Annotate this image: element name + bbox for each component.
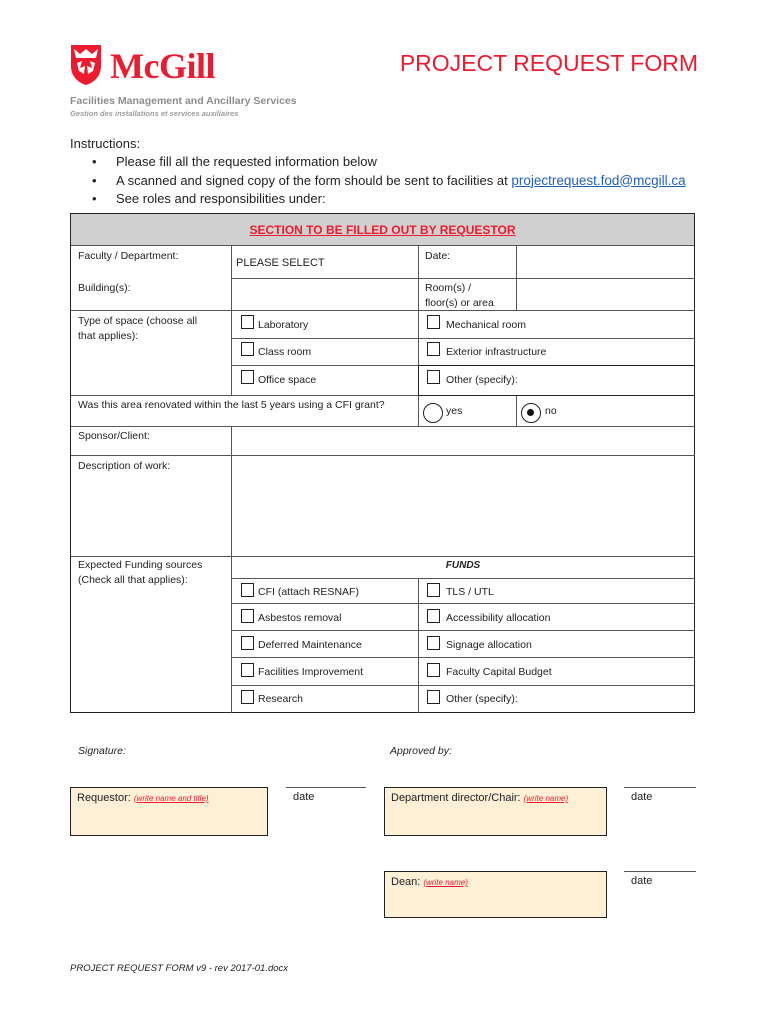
asbestos-label: Asbestos removal <box>258 612 342 624</box>
department-name-fr: Gestion des installations et services auxiliaires <box>70 109 239 118</box>
funding-label <box>78 558 202 588</box>
row-divider <box>71 310 695 311</box>
signature-heading: Signature: <box>78 745 126 757</box>
exterior-infrastructure-checkbox[interactable] <box>427 342 440 356</box>
director-date-line <box>624 787 696 788</box>
instruction-text: Please fill all the requested information below <box>116 154 377 169</box>
space-type-label <box>78 314 197 344</box>
research-label: Research <box>258 693 303 705</box>
instruction-text: See roles and responsibilities under: <box>116 191 326 206</box>
signage-checkbox[interactable] <box>427 636 440 650</box>
row-divider <box>231 685 695 686</box>
cfi-funding-checkbox[interactable] <box>241 583 254 597</box>
faculty-capital-checkbox[interactable] <box>427 663 440 677</box>
row-divider <box>231 630 695 631</box>
cfi-no-radio[interactable] <box>521 403 541 423</box>
funds-heading: FUNDS <box>445 560 481 571</box>
deferred-maintenance-checkbox[interactable] <box>241 636 254 650</box>
instruction-item <box>92 172 686 191</box>
funding-label-line: Expected Funding sources <box>78 559 203 571</box>
column-divider <box>516 395 517 426</box>
signage-label: Signage allocation <box>446 639 532 651</box>
mcgill-shield-icon <box>70 44 102 86</box>
deferred-maintenance-label: Deferred Maintenance <box>258 639 362 651</box>
room-label-line: Room(s) / <box>425 282 472 294</box>
requestor-signature-box[interactable] <box>70 787 268 836</box>
space-type-label-line: Type of space (choose all <box>78 315 198 327</box>
laboratory-label: Laboratory <box>258 319 309 331</box>
dean-hint: (write name) <box>423 878 468 887</box>
row-divider <box>231 603 695 604</box>
instruction-item <box>92 190 686 209</box>
instruction-text: A scanned and signed copy of the form should be sent to facilities at <box>116 172 512 188</box>
mcgill-logo <box>70 44 250 88</box>
accessibility-label: Accessibility allocation <box>446 612 551 624</box>
room-label-line: floor(s) or area <box>425 297 494 309</box>
facilities-improvement-label: Facilities Improvement <box>258 666 364 678</box>
requestor-hint: (write name and title) <box>133 794 209 803</box>
approved-heading: Approved by: <box>390 745 452 757</box>
laboratory-checkbox[interactable] <box>241 315 254 329</box>
email-link[interactable]: projectrequest.fod@mcgill.ca <box>511 172 686 188</box>
classroom-label: Class room <box>258 346 312 358</box>
row-divider <box>231 338 695 339</box>
description-field[interactable] <box>232 456 694 556</box>
classroom-checkbox[interactable] <box>241 342 254 356</box>
cfi-question: Was this area renovated within the last 5 years using a CFI grant? <box>78 399 385 411</box>
director-label: Department director/Chair: <box>391 792 521 804</box>
director-signature-box[interactable] <box>384 787 607 836</box>
sponsor-label: Sponsor/Client: <box>78 430 150 442</box>
tls-funding-label: TLS / UTL <box>446 586 494 598</box>
other-funding-label: Other (specify): <box>446 693 518 705</box>
director-hint: (write name) <box>523 794 569 803</box>
room-field[interactable] <box>517 279 694 310</box>
building-label: Building(s): <box>78 282 131 294</box>
mechanical-room-label: Mechanical room <box>446 319 526 331</box>
office-space-checkbox[interactable] <box>241 370 254 384</box>
space-type-label-line: that applies): <box>78 330 139 342</box>
asbestos-checkbox[interactable] <box>241 609 254 623</box>
department-name: Facilities Management and Ancillary Services <box>70 95 297 107</box>
room-label <box>425 281 494 311</box>
tls-funding-checkbox[interactable] <box>427 583 440 597</box>
section-title: SECTION TO BE FILLED OUT BY REQUESTOR <box>249 223 516 237</box>
dean-date-label: date <box>631 875 653 887</box>
date-field[interactable] <box>517 246 694 277</box>
other-space-label: Other (specify): <box>446 374 518 386</box>
faculty-label: Faculty / Department: <box>78 250 179 262</box>
exterior-infrastructure-label: Exterior infrastructure <box>446 346 547 358</box>
sponsor-field[interactable] <box>232 427 694 455</box>
facilities-improvement-checkbox[interactable] <box>241 663 254 677</box>
cfi-yes-radio[interactable] <box>423 403 443 423</box>
instructions-heading: Instructions: <box>70 136 141 151</box>
document-footer: PROJECT REQUEST FORM v9 - rev 2017-01.docx <box>70 963 289 974</box>
column-divider <box>231 245 232 395</box>
building-field[interactable] <box>232 279 417 310</box>
faculty-select[interactable]: PLEASE SELECT <box>236 257 325 269</box>
accessibility-checkbox[interactable] <box>427 609 440 623</box>
other-space-checkbox[interactable] <box>427 370 440 384</box>
column-divider <box>418 578 419 713</box>
instructions-list <box>92 153 686 209</box>
row-divider <box>231 578 695 579</box>
requestor-date-label: date <box>293 791 315 803</box>
row-divider <box>231 657 695 658</box>
office-space-label: Office space <box>258 374 317 386</box>
requestor-date-line <box>286 787 366 788</box>
logo-wordmark: McGill <box>110 46 215 86</box>
director-date-label: date <box>631 791 653 803</box>
cfi-no-label: no <box>545 405 557 417</box>
form-title: PROJECT REQUEST FORM <box>399 50 698 76</box>
research-checkbox[interactable] <box>241 690 254 704</box>
description-label: Description of work: <box>78 460 171 472</box>
cfi-funding-label: CFI (attach RESNAF) <box>258 586 359 598</box>
mechanical-room-checkbox[interactable] <box>427 315 440 329</box>
date-label: Date: <box>425 250 451 262</box>
faculty-capital-label: Faculty Capital Budget <box>446 666 552 678</box>
column-divider <box>418 395 419 426</box>
dean-date-line <box>624 871 696 872</box>
other-funding-checkbox[interactable] <box>427 690 440 704</box>
instruction-item <box>92 153 686 172</box>
dean-label: Dean: <box>391 876 421 888</box>
section-header <box>71 214 694 246</box>
cfi-yes-label: yes <box>446 405 463 417</box>
funding-label-line: (Check all that applies): <box>78 574 188 586</box>
dean-signature-box[interactable] <box>384 871 607 918</box>
row-divider <box>71 556 695 557</box>
requestor-label: Requestor: <box>77 792 131 804</box>
